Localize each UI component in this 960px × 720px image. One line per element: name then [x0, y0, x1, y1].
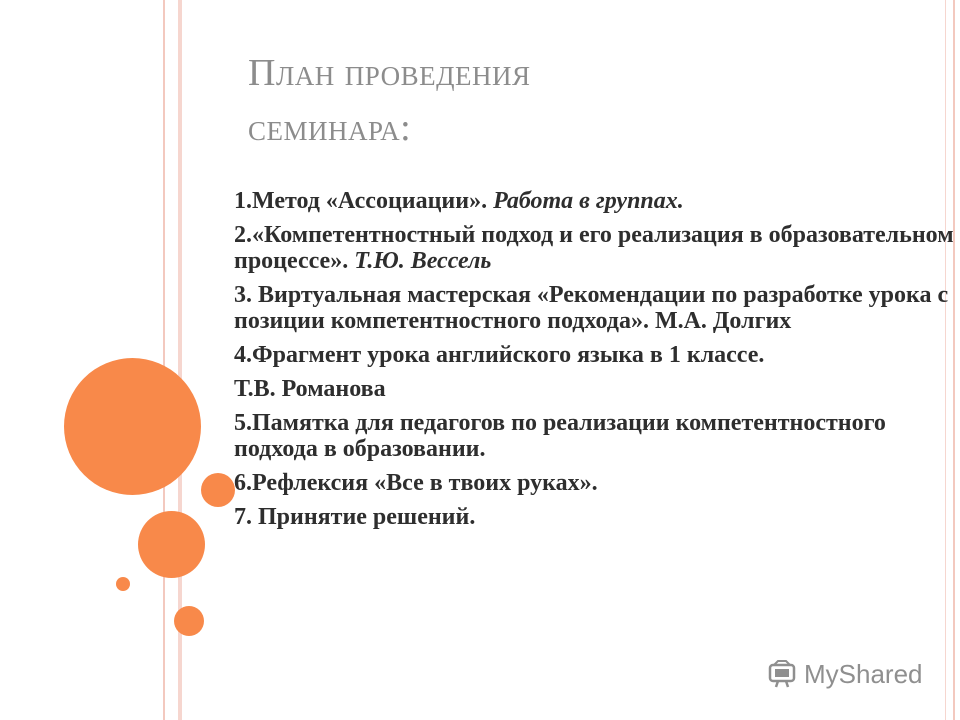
agenda-item	[234, 282, 954, 334]
logo-text-my: My	[804, 658, 839, 689]
agenda-item-note: Работа в группах.	[493, 188, 684, 214]
agenda-item-text: 5.Памятка для педагогов по реализации компетентностного подхода в образовании.	[234, 410, 886, 462]
agenda-list	[234, 188, 954, 538]
agenda-item	[234, 504, 954, 530]
agenda-item	[234, 188, 954, 214]
agenda-item-text: Т.В. Романова	[234, 376, 386, 402]
slide-title-line2: семинара:	[248, 107, 412, 149]
myshared-logo	[768, 656, 923, 692]
myshared-logo-text	[804, 659, 923, 690]
agenda-item-text: 6.Рефлексия «Все в твоих руках».	[234, 470, 598, 496]
agenda-item	[234, 342, 954, 368]
agenda-item	[234, 222, 954, 274]
decor-circle-large	[64, 358, 201, 495]
agenda-item	[234, 410, 954, 462]
decor-circle-small	[201, 473, 235, 507]
logo-text-shared: Shared	[838, 658, 923, 689]
decor-circle-small	[174, 606, 204, 636]
agenda-item-text: 1.Метод «Ассоциации».	[234, 188, 494, 214]
decor-circle-medium	[138, 511, 205, 578]
slide-title	[248, 46, 888, 156]
decor-line	[163, 0, 165, 720]
agenda-item	[234, 376, 954, 402]
agenda-item-text: 4.Фрагмент урока английского языка в 1 классе.	[234, 342, 765, 368]
agenda-item-text: 2.«Компетентностный подход и его реализация в образовательном процессе».	[234, 222, 954, 274]
agenda-item-text: 7. Принятие решений.	[234, 504, 476, 530]
decor-circle-tiny	[116, 577, 130, 591]
agenda-item-text: 3. Виртуальная мастерская «Рекомендации по разработке урока с позиции компетентностного подхода». М.А. Долгих	[234, 282, 949, 334]
myshared-logo-icon	[768, 659, 800, 689]
agenda-item-note: Т.Ю. Вессель	[354, 248, 492, 274]
agenda-item	[234, 470, 954, 496]
slide-title-line1: План проведения	[248, 52, 531, 94]
